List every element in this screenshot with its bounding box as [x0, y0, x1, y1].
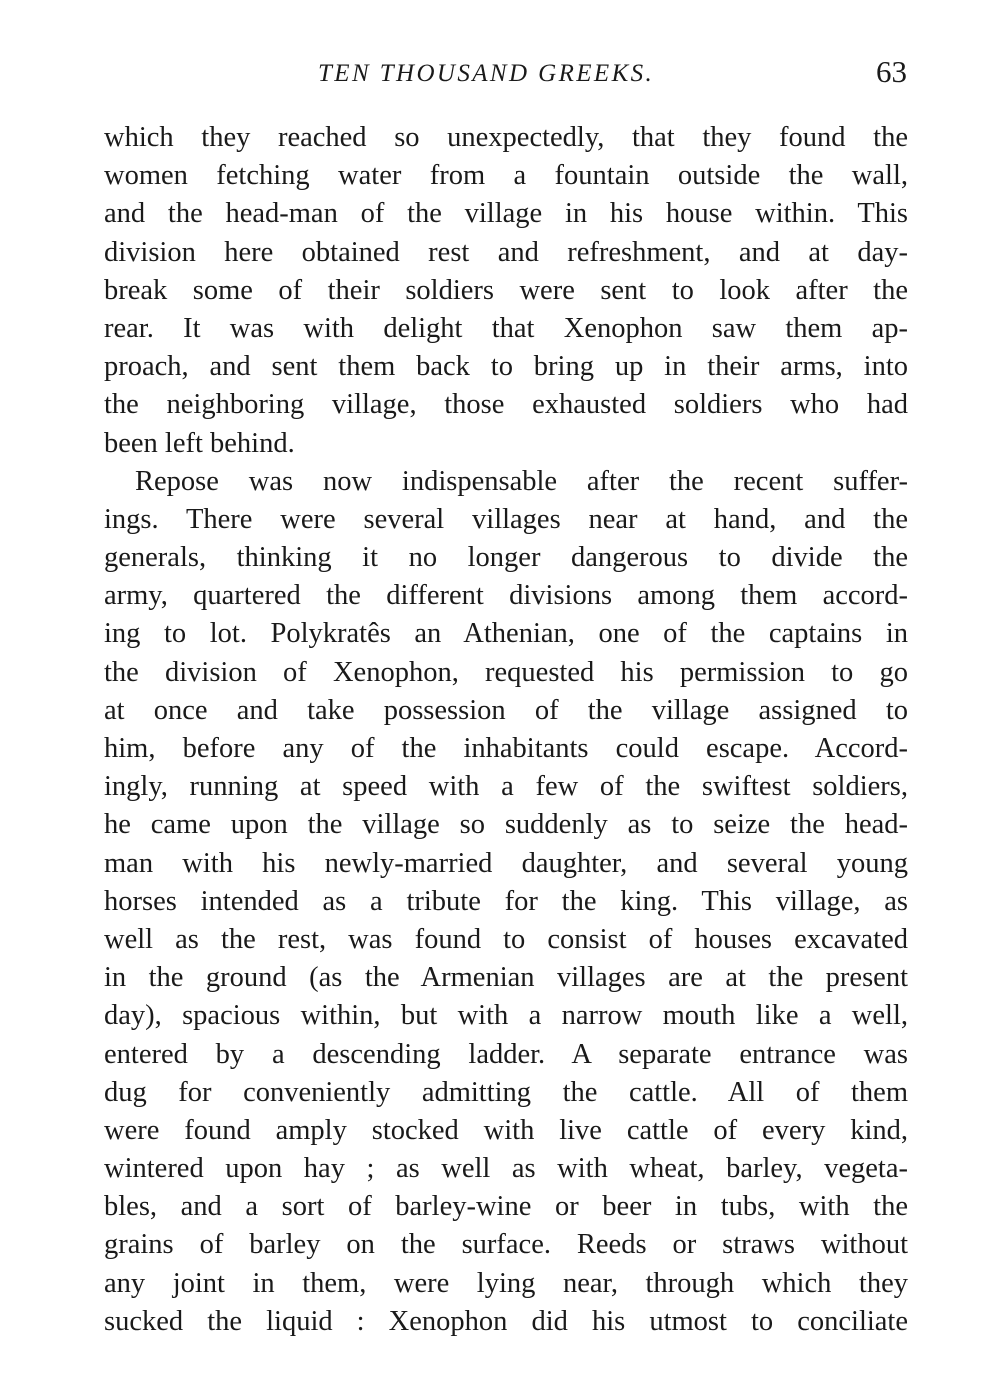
text-line: in the ground (as the Armenian villages are at the present — [104, 962, 908, 994]
text-line: Repose was now indispensable after the recent suffer- — [135, 465, 908, 497]
page-number: 63 — [876, 54, 907, 89]
text-line: well as the rest, was found to consist of houses excavated — [104, 923, 908, 955]
text-line: day), spacious within, but with a narrow mouth like a well, — [104, 1000, 908, 1032]
text-line: ing to lot. Polykratês an Athenian, one of the captains in — [104, 618, 908, 650]
text-line: proach, and sent them back to bring up in their arms, into — [104, 351, 908, 383]
text-line: man with his newly-married daughter, and several young — [104, 847, 908, 879]
text-line: at once and take possession of the village assigned to — [104, 694, 908, 726]
text-line: wintered upon hay ; as well as with wheat, barley, vegeta- — [104, 1153, 908, 1185]
paragraph-2 — [104, 463, 908, 1341]
text-line: the neighboring village, those exhausted soldiers who had — [104, 389, 908, 421]
text-line: grains of barley on the surface. Reeds or straws without — [104, 1229, 908, 1261]
text-line: dug for conveniently admitting the cattle. All of them — [104, 1076, 908, 1108]
text-line: horses intended as a tribute for the king. This village, as — [104, 885, 908, 917]
text-line: bles, and a sort of barley-wine or beer in tubs, with the — [104, 1191, 908, 1223]
paragraph-1 — [104, 119, 908, 463]
text-line: rear. It was with delight that Xenophon saw them ap- — [104, 312, 908, 344]
text-line: ingly, running at speed with a few of the swiftest soldiers, — [104, 771, 908, 803]
text-line: women fetching water from a fountain outside the wall, — [104, 160, 908, 192]
body-text — [104, 119, 908, 1341]
text-line: him, before any of the inhabitants could escape. Accord- — [104, 733, 908, 764]
text-line: generals, thinking it no longer dangerous to divide the — [104, 542, 908, 574]
text-line: break some of their soldiers were sent to look after the — [104, 274, 908, 306]
text-line: been left behind. — [104, 427, 295, 459]
text-line: army, quartered the different divisions among them accord- — [104, 580, 908, 612]
running-title: TEN THOUSAND GREEKS. — [318, 60, 655, 87]
running-header — [0, 54, 1000, 94]
text-line: and the head-man of the village in his house within. This — [104, 198, 908, 230]
text-line: entered by a descending ladder. A separate entrance was — [104, 1038, 908, 1070]
text-line: the division of Xenophon, requested his permission to go — [104, 656, 908, 688]
text-line: which they reached so unexpectedly, that they found the — [104, 122, 908, 153]
text-line: any joint in them, were lying near, through which they — [104, 1267, 908, 1299]
text-line: division here obtained rest and refreshment, and at day- — [104, 236, 908, 268]
text-line: he came upon the village so suddenly as to seize the head- — [104, 809, 908, 841]
text-line: ings. There were several villages near at hand, and the — [104, 503, 908, 535]
text-line: were found amply stocked with live cattle of every kind, — [104, 1114, 908, 1146]
text-line: sucked the liquid : Xenophon did his utmost to conciliate — [104, 1305, 908, 1337]
